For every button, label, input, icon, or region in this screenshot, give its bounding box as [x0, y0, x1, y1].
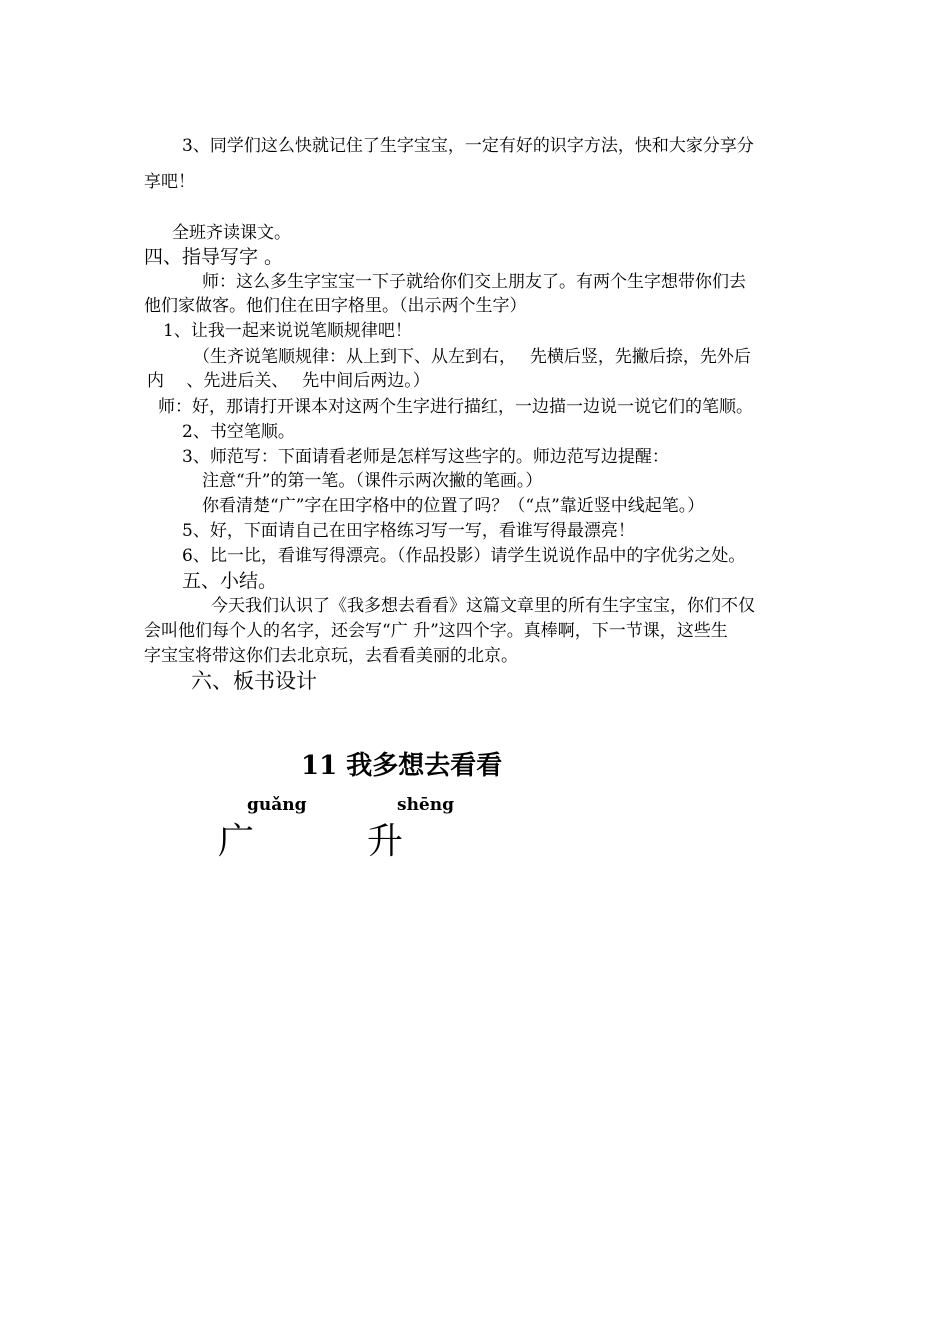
class-read-line: 全班齐读课文。 — [172, 223, 291, 243]
step-3-demo-line: 3、师范写：下面请看老师是怎样写这些字的。师边范写边提醒： — [182, 447, 669, 467]
teacher-line-2: 他们家做客。他们住在田字格里。（出示两个生字） — [144, 296, 527, 316]
pinyin-sheng: shēng — [397, 795, 454, 815]
stroke-rule-line-2: 内 、先进后关、 先中间后两边。） — [147, 371, 430, 391]
section-heading-4: 四、指导写字 。 — [144, 246, 284, 268]
step-3-line-2: 享吧！ — [144, 172, 195, 192]
step-5-line: 5、好，下面请自己在田字格练习写一写，看谁写得最漂亮！ — [182, 521, 635, 541]
board-title: 11 我多想去看看 — [301, 751, 503, 781]
pinyin-guang: guǎng — [247, 795, 307, 815]
step-2-line: 2、书空笔顺。 — [182, 422, 295, 442]
step-3-line-1: 3、同学们这么快就记住了生字宝宝，一定有好的识字方法，快和大家分享分 — [182, 136, 754, 156]
note-line-1: 注意“升”的第一笔。（课件示两次撇的笔画。） — [202, 471, 543, 491]
step-6-line: 6、比一比，看谁写得漂亮。（作品投影）请学生说说作品中的字优劣之处。 — [182, 546, 746, 566]
teacher-line-1: 师：这么多生字宝宝一下子就给你们交上朋友了。有两个生字想带你们去 — [202, 272, 746, 292]
stroke-rule-line-1: （生齐说笔顺规律：从上到下、从左到右， 先横后竖，先撇后捺，先外后 — [193, 347, 751, 367]
summary-line-2: 会叫他们每个人的名字，还会写“广 升”这四个字。真棒啊，下一节课，这些生 — [144, 621, 728, 641]
char-sheng: 升 — [367, 821, 404, 862]
teacher-line-3: 师：好，那请打开课本对这两个生字进行描红，一边描一边说一说它们的笔顺。 — [158, 397, 753, 417]
char-guang: 广 — [218, 821, 255, 862]
note-line-2: 你看清楚“广”字在田字格中的位置了吗？（“点”靠近竖中线起笔。） — [202, 496, 705, 516]
summary-line-3: 字宝宝将带这你们去北京玩，去看看美丽的北京。 — [144, 646, 518, 666]
section-heading-5: 五、小结。 — [182, 570, 278, 592]
stroke-rule-step: 1、让我一起来说说笔顺规律吧！ — [163, 321, 412, 341]
section-heading-6: 六、板书设计 — [191, 669, 317, 693]
summary-line-1: 今天我们认识了《我多想去看看》这篇文章里的所有生字宝宝，你们不仅 — [211, 596, 755, 616]
